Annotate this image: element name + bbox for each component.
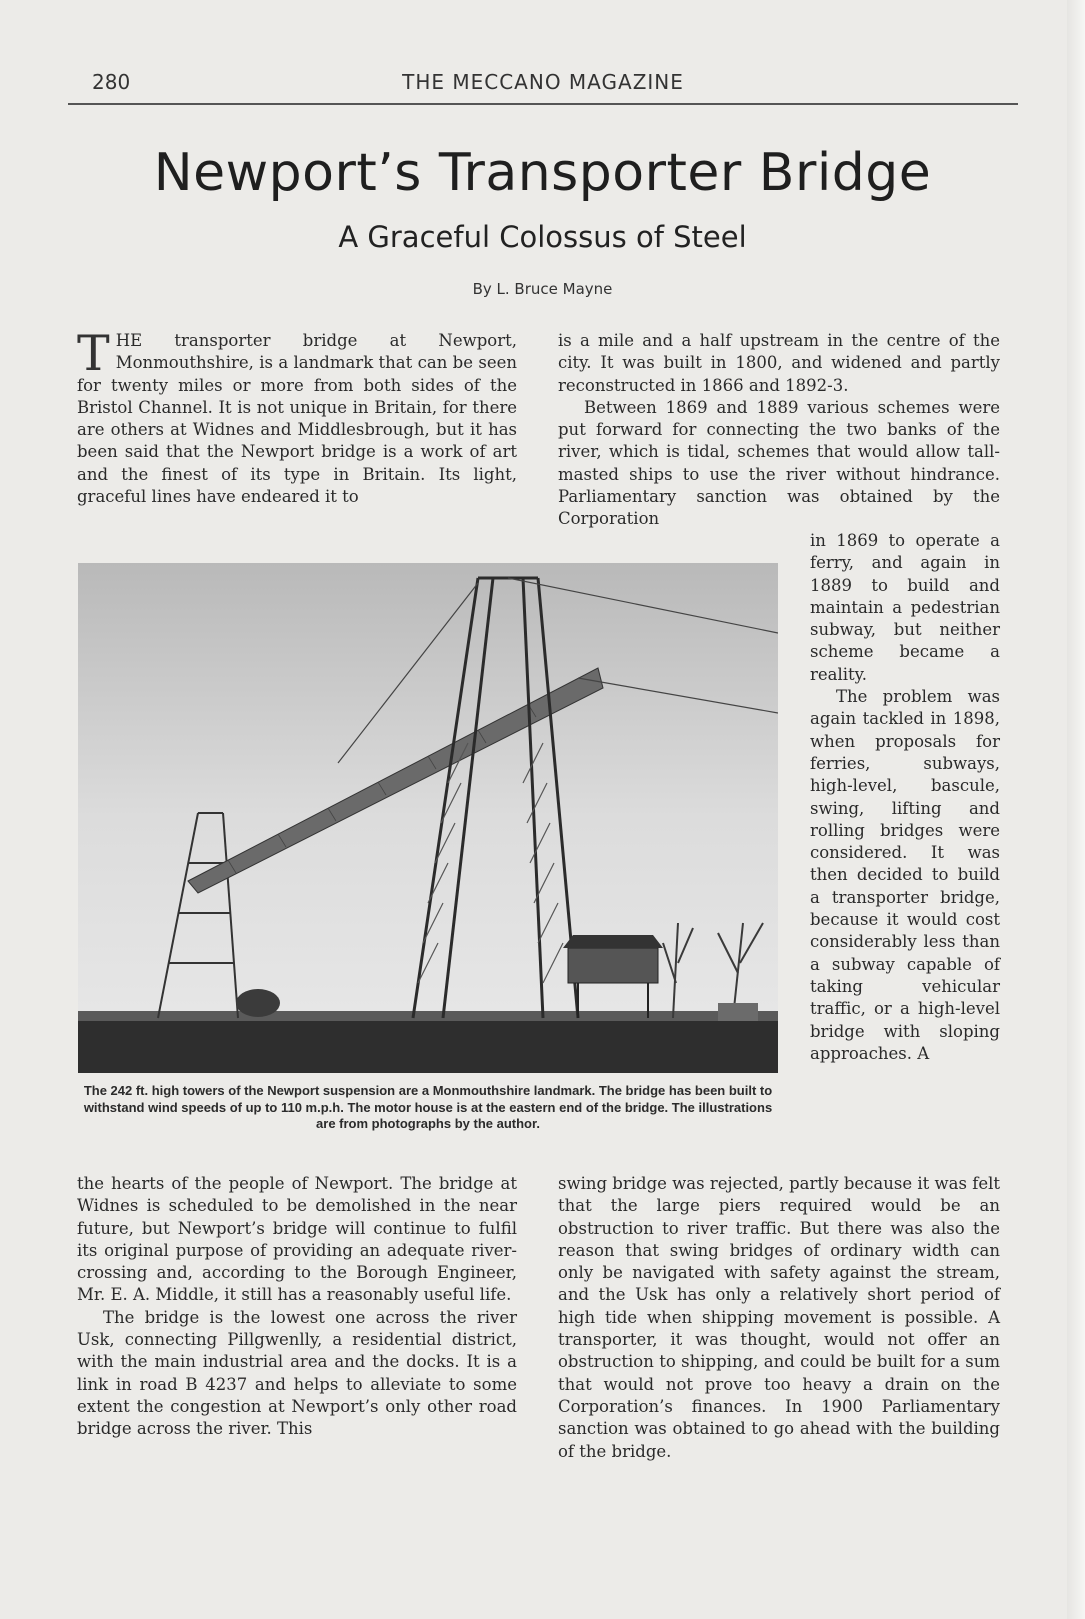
paragraph: Between 1869 and 1889 various schemes were put forward for connecting the two banks of the river, which is tidal, schemes that would allow tall-masted ships to use the river without hindrance. Parliamentary sanction was obtained by the Corporation bbox=[558, 397, 1000, 529]
right-column-top bbox=[558, 330, 1000, 531]
paragraph: The bridge is the lowest one across the river Usk, connecting Pillgwenlly, a residential district, with the main industrial area and the docks. It is a link in road B 4237 and helps to alleviate to some extent the congestion at Newport’s only other road bridge across the river. This bbox=[77, 1307, 517, 1439]
narrow-column bbox=[810, 530, 1000, 1065]
sky bbox=[78, 563, 778, 1073]
photo-caption: The 242 ft. high towers of the Newport suspension are a Monmouthshire landmark. The bridge has been built to withstand wind speeds of up to 110 m.p.h. The motor house is at the eastern end of the bridge. The illustrations are from photographs by the author. bbox=[83, 1083, 773, 1131]
right-column-bottom bbox=[558, 1173, 1000, 1463]
transporter-bridge-illustration bbox=[78, 563, 778, 1073]
left-column-top bbox=[77, 325, 517, 508]
paragraph: the hearts of the people of Newport. The bridge at Widnes is scheduled to be demolished in the near future, but Newport’s bridge will continue to fulfil its original purpose of providing an adequate river-crossing and, according to the Borough Engineer, Mr. E. A. Middle, it still has a reasonably useful life. bbox=[77, 1174, 517, 1305]
magazine-title: THE MECCANO MAGAZINE bbox=[402, 70, 684, 94]
bridge-photo bbox=[78, 563, 778, 1073]
building bbox=[718, 1003, 758, 1021]
intro-paragraph bbox=[77, 325, 517, 508]
page-number: 280 bbox=[92, 70, 131, 94]
page-header bbox=[68, 68, 1018, 108]
paragraph: is a mile and a half upstream in the centre of the city. It was built in 1800, and widened and partly reconstructed in 1866 and 1892-3. bbox=[558, 331, 1000, 395]
byline: By L. Bruce Mayne bbox=[472, 280, 613, 298]
left-column-bottom bbox=[77, 1173, 517, 1441]
paragraph: in 1869 to operate a ferry, and again in 1889 to build and maintain a pedestrian subway, but neither scheme became a reality. bbox=[810, 531, 1000, 684]
article-subtitle: A Graceful Colossus of Steel bbox=[338, 220, 747, 254]
bush bbox=[236, 989, 280, 1017]
paragraph: The problem was again tackled in 1898, when proposals for ferries, subways, high-level, bascule, swing, lifting and rolling bridges were considered. It was then decided to build a transporter bridge, because it would cost considerably less than a subway capable of taking vehicular traffic, or a high-level bridge with sloping approaches. A bbox=[810, 687, 1000, 1063]
article-title: Newport’s Transporter Bridge bbox=[153, 143, 932, 203]
intro-text: HE transporter bridge at Newport, Monmouthshire, is a landmark that can be seen for twenty miles or more from both sides of the Bristol Channel. It is not unique in Britain, for there are others at Widnes and Middlesbrough, but it has been said that the Newport bridge is a work of art and the finest of its type in Britain. Its light, graceful lines have endeared it to bbox=[77, 331, 517, 507]
header-rule bbox=[68, 103, 1018, 105]
drop-cap: T bbox=[77, 325, 110, 382]
paragraph: swing bridge was rejected, partly because it was felt that the large piers required would be an obstruction to river traffic. But there was also the reason that swing bridges of ordinary width can only be navigated with safety against the stream, and the Usk has only a relatively short period of high tide when shipping movement is possible. A transporter, it was thought, would not offer an obstruction to shipping, and could be built for a sum that would not prove too heavy a drain on the Corporation’s finances. In 1900 Parliamentary sanction was obtained to go ahead with the building of the bridge. bbox=[558, 1174, 1000, 1461]
ground bbox=[78, 1018, 778, 1073]
